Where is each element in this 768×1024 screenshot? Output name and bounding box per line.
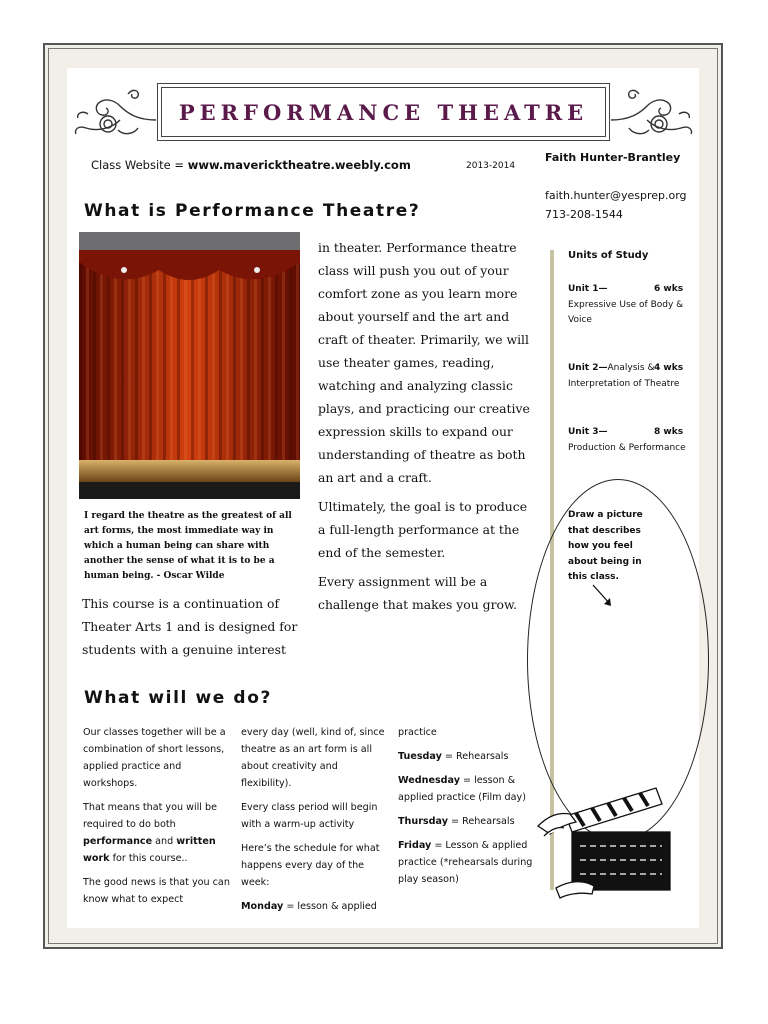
teacher-email[interactable]: faith.hunter@yesprep.org: [545, 189, 687, 202]
stage-curtain-image: [79, 232, 300, 499]
ornament-right-icon: [609, 84, 699, 140]
class-website-line: Class Website = www.mavericktheatre.weebly.com: [91, 158, 411, 172]
unit-item: Unit 2—Analysis & Interpretation of Theatre 4 wks: [568, 363, 684, 389]
course-goal-text: Ultimately, the goal is to produce a full-length performance at the end of the semester.: [318, 499, 528, 560]
teacher-phone: 713-208-1544: [545, 208, 623, 221]
text-column-2: every day (well, kind of, since theatre as an art form is all about creativity and flexibility). Every class period will begin with a warm-up activity Here’s the schedule for what happens every day of the week: Monday = lesson & applied: [241, 724, 386, 922]
clapperboard-icon: [536, 776, 686, 904]
class-website-link[interactable]: www.mavericktheatre.weebly.com: [187, 158, 411, 172]
schedule-wednesday: Wednesday = lesson & applied practice (Film day): [398, 775, 526, 803]
draw-prompt: Draw a picture that describes how you feel about being in this class.: [568, 510, 643, 582]
title-banner: [157, 83, 610, 141]
oscar-wilde-quote: I regard the theatre as the greatest of all art forms, the most immediate way in which a human being can share with another the sense of what it is to be a human being. - Oscar Wilde: [84, 511, 292, 581]
schedule-tuesday: Tuesday = Rehearsals: [398, 751, 509, 762]
course-description: [318, 236, 538, 622]
page-title: PERFORMANCE THEATRE: [178, 99, 589, 125]
text-column-3: practice Tuesday = Rehearsals Wednesday = lesson & applied practice (Film day) Thursday = Rehearsals Friday = Lesson & applied practice (*rehearsals during play season): [398, 724, 538, 895]
text-column-1: Our classes together will be a combination of short lessons, applied practice and workshops. That means that you will be required to do both performance and written work for this course.. The good news is that you can know what to expect: [83, 727, 230, 905]
schedule-thursday: Thursday = Rehearsals: [398, 816, 515, 827]
course-challenge-text: Every assignment will be a challenge that makes you grow.: [318, 574, 518, 612]
teacher-name: Faith Hunter-Brantley: [545, 151, 681, 164]
unit-item: Unit 3— Production & Performance 8 wks: [568, 427, 686, 453]
ornament-left-icon: [68, 84, 158, 140]
schedule-friday: Friday = Lesson & applied practice (*rehearsals during play season): [398, 840, 533, 885]
unit-item: Unit 1— Expressive Use of Body & Voice 6 wks: [568, 284, 684, 325]
units-of-study-title: Units of Study: [568, 250, 649, 261]
course-description-text: in theater. Performance theatre class will push you out of your comfort zone as you learn more about yourself and the art and craft of theater. Primarily, we will use theater games, reading, watching and analyzing classic plays, and practicing our creative expression skills to expand our understanding of theatre as both an art and a craft.: [318, 240, 530, 485]
course-intro-text: This course is a continuation of Theater Arts 1 and is designed for students with a genuine interest: [82, 596, 298, 657]
school-year: 2013-2014: [466, 161, 516, 171]
schedule-monday: Monday = lesson & applied: [241, 901, 377, 912]
section-heading-what-is: What is Performance Theatre?: [84, 201, 421, 221]
section-heading-what-will-we-do: What will we do?: [84, 688, 272, 708]
arrow-down-right-icon: [590, 582, 616, 610]
